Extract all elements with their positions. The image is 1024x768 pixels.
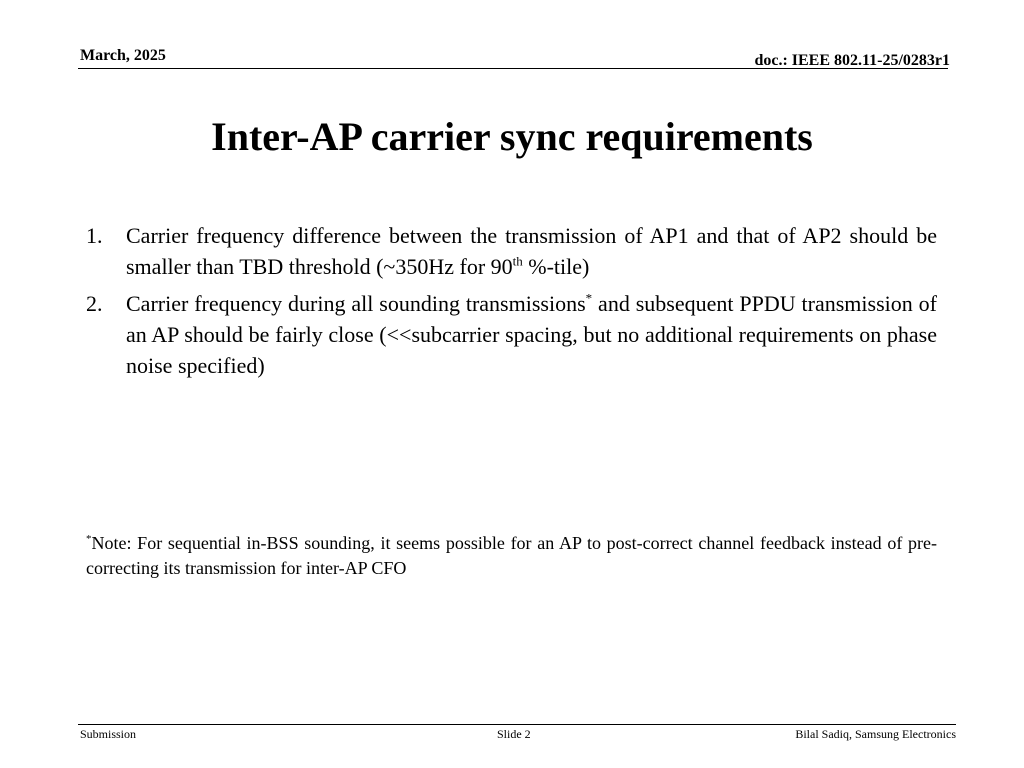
footnote-marker: * xyxy=(86,533,92,545)
list-item-text-tail: and subsequent PPDU transmission of an AP should be fairly close (<<subcarrier spacing, but no additional requirements on phase noise specified) xyxy=(126,291,937,378)
list-item-text-main: Carrier frequency during all sounding transmissions xyxy=(126,291,586,316)
slide-title: Inter-AP carrier sync requirements xyxy=(211,114,813,159)
requirements-list xyxy=(86,220,937,387)
list-item-text xyxy=(126,288,937,381)
footer-divider xyxy=(78,724,956,725)
superscript-th: th xyxy=(512,253,523,269)
list-item-number: 1. xyxy=(86,223,103,248)
list-item xyxy=(86,220,937,282)
footnote-text: Note: For sequential in-BSS sounding, it seems possible for an AP to post-correct channel feedback instead of pre-correcting its transmission for inter-AP CFO xyxy=(86,533,937,578)
footer-author: Bilal Sadiq, Samsung Electronics xyxy=(795,727,956,741)
list-item-text-tail: %-tile) xyxy=(522,254,590,279)
header-doc-id: doc.: IEEE 802.11-25/0283r1 xyxy=(754,52,950,69)
footer-slide-number: Slide 2 xyxy=(497,727,531,741)
header-divider xyxy=(78,68,948,69)
list-item-number: 2. xyxy=(86,291,103,316)
list-item-text-main: Carrier frequency difference between the transmission of AP1 and that of AP2 should be smaller than TBD threshold (~350Hz for 90 xyxy=(126,223,937,279)
list-item-text xyxy=(126,220,937,282)
footer-submission: Submission xyxy=(80,727,137,741)
header-date: March, 2025 xyxy=(80,47,166,64)
footnote-marker: * xyxy=(585,290,593,306)
list-item xyxy=(86,288,937,381)
footnote xyxy=(86,531,937,581)
